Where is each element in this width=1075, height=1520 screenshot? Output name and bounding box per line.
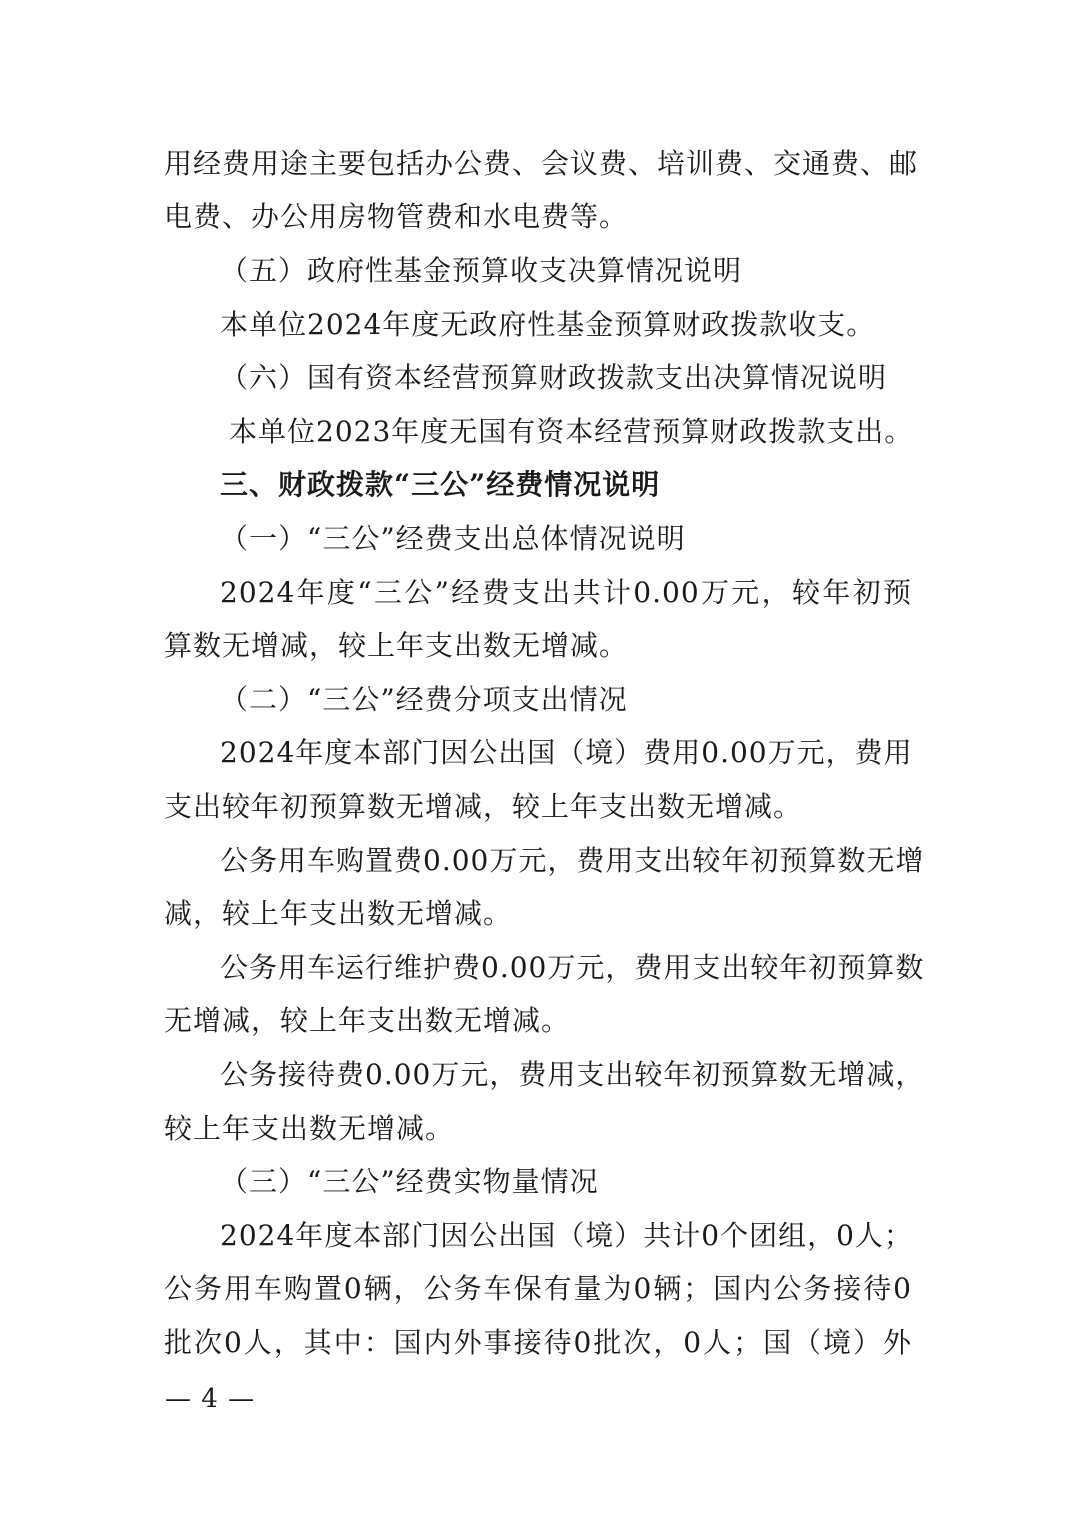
section-heading: （六）国有资本经营预算财政拨款支出决算情况说明 (220, 361, 888, 394)
paragraph-line: 公务用车运行维护费0.00万元，费用支出较年初预算数 (220, 951, 925, 984)
section-heading: （二）“三公”经费分项支出情况 (220, 683, 628, 716)
paragraph-line: 2024年度本部门因公出国（境）共计0个团组，0人； (220, 1219, 913, 1252)
paragraph-line: 本单位2024年度无政府性基金预算财政拨款收支。 (220, 308, 876, 341)
paragraph-line: 算数无增减，较上年支出数无增减。 (164, 629, 629, 662)
page-number: — 4 — (165, 1384, 256, 1414)
chapter-heading: 三、财政拨款“三公”经费情况说明 (220, 468, 661, 501)
section-heading: （一）“三公”经费支出总体情况说明 (220, 522, 686, 555)
paragraph-line: 无增减，较上年支出数无增减。 (164, 1004, 571, 1037)
paragraph-line: 2024年度本部门因公出国（境）费用0.00万元，费用 (220, 736, 913, 769)
section-heading: （五）政府性基金预算收支决算情况说明 (220, 254, 743, 287)
paragraph-line: 用经费用途主要包括办公费、会议费、培训费、交通费、邮 (164, 147, 919, 180)
paragraph-line: 公务接待费0.00万元，费用支出较年初预算数无增减， (220, 1058, 925, 1091)
paragraph-line: 本单位2023年度无国有资本经营预算财政拨款支出。 (229, 415, 914, 448)
paragraph-line: 公务用车购置费0.00万元，费用支出较年初预算数无增 (220, 844, 925, 877)
paragraph-line: 减，较上年支出数无增减。 (164, 897, 513, 930)
paragraph-line: 2024年度“三公”经费支出共计0.00万元，较年初预 (220, 576, 912, 609)
paragraph-line: 批次0人，其中：国内外事接待0批次，0人；国（境）外 (164, 1326, 912, 1359)
paragraph-line: 公务用车购置0辆，公务车保有量为0辆；国内公务接待0 (164, 1272, 912, 1305)
paragraph-line: 电费、办公用房物管费和水电费等。 (164, 200, 629, 233)
section-heading: （三）“三公”经费实物量情况 (220, 1165, 599, 1198)
paragraph-line: 支出较年初预算数无增减，较上年支出数无增减。 (164, 790, 803, 823)
paragraph-line: 较上年支出数无增减。 (164, 1112, 455, 1145)
